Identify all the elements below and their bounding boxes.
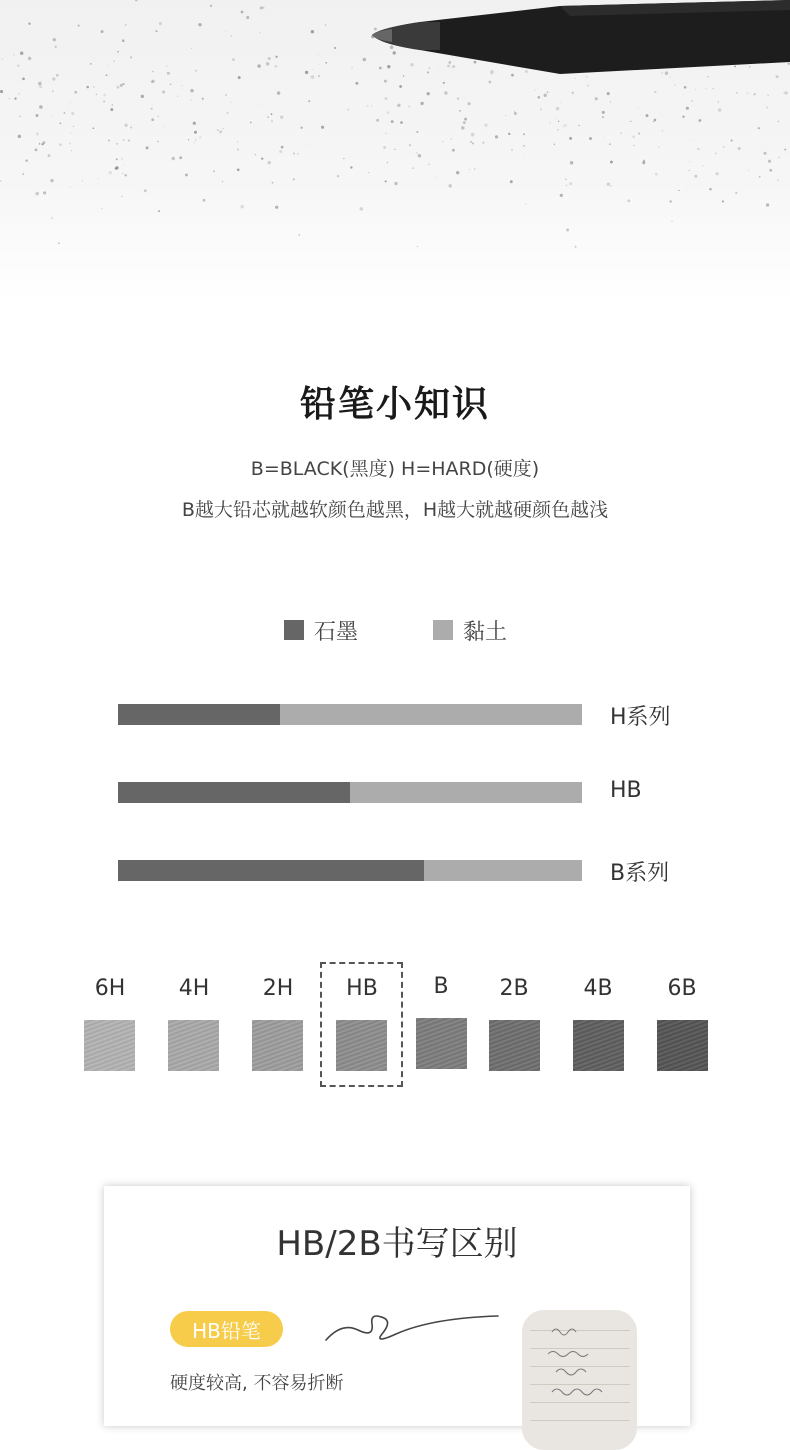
graphite-fill-h	[118, 704, 280, 725]
grade-definition-text: B=BLACK(黑度) H=HARD(硬度)	[250, 458, 540, 480]
composition-label-h: H系列	[610, 705, 671, 730]
composition-bar-h	[118, 704, 582, 725]
legend-swatch-clay	[433, 620, 453, 640]
grade-explanation-text: B越大铅芯就越软颜色越黑，H越大就越硬颜色越浅	[181, 499, 609, 521]
card-title: HB/2B书写区别	[276, 1224, 518, 1264]
legend-item-graphite	[284, 616, 358, 644]
grade-swatch	[252, 1020, 303, 1071]
grade-label: HB	[346, 976, 378, 1001]
grade-swatch	[336, 1020, 387, 1071]
grade-swatch	[416, 1018, 467, 1069]
grade-label: 4B	[583, 976, 613, 1001]
graphite-fill-hb	[118, 782, 350, 803]
legend-item-clay	[433, 616, 507, 644]
hero-pencil-image	[0, 0, 790, 300]
composition-label-b: B系列	[610, 861, 670, 886]
pencil-dust-illustration	[0, 0, 790, 300]
grade-swatch	[657, 1020, 708, 1071]
grade-label: 2H	[262, 976, 294, 1001]
legend-label-graphite: 石墨	[314, 619, 359, 645]
grade-label: 4H	[178, 976, 210, 1001]
writing-comparison-card	[104, 1186, 690, 1426]
signature-scribble-icon	[322, 1304, 502, 1354]
grade-swatch	[84, 1020, 135, 1071]
grade-label: 6B	[667, 976, 697, 1001]
hb-pencil-description: 硬度较高, 不容易折断	[170, 1373, 344, 1394]
legend-swatch-graphite	[284, 620, 304, 640]
page-title: 铅笔小知识	[299, 384, 490, 425]
composition-bar-b	[118, 860, 582, 881]
composition-label-hb: HB	[610, 778, 642, 803]
legend-label-clay: 黏土	[463, 619, 508, 645]
grade-label: B	[433, 974, 449, 999]
hb-pencil-badge: HB铅笔	[170, 1311, 283, 1347]
grade-swatch	[168, 1020, 219, 1071]
grade-label: 2B	[499, 976, 529, 1001]
grade-label: 6H	[94, 976, 126, 1001]
graphite-fill-b	[118, 860, 424, 881]
composition-bar-hb	[118, 782, 582, 803]
handwriting-sample-image	[522, 1310, 637, 1450]
grade-swatch	[489, 1020, 540, 1071]
grade-swatch	[573, 1020, 624, 1071]
